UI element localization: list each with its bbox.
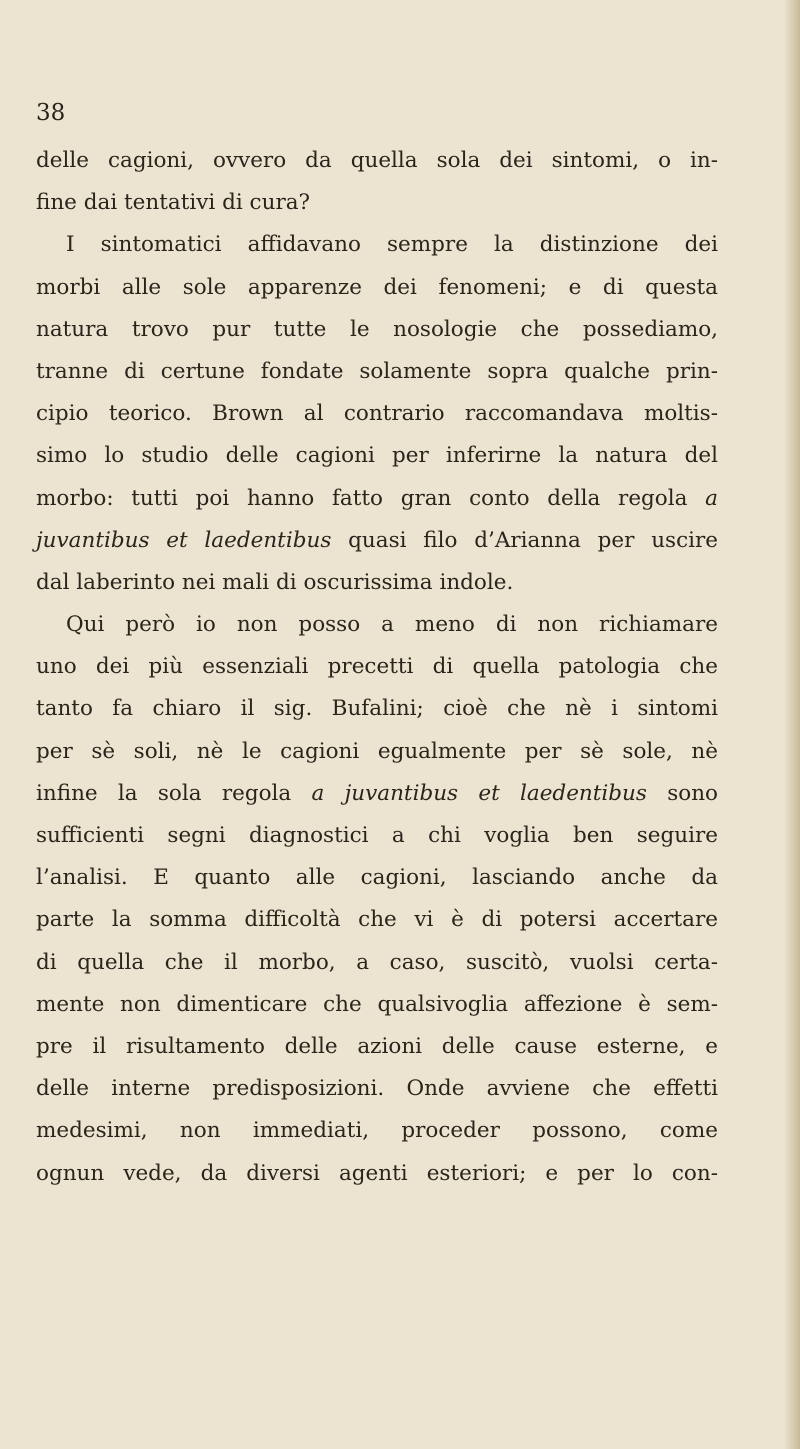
text-run: tanto fa chiaro il sig. Bufalini; cioè che nè i sintomi: [36, 696, 718, 722]
text-line: [36, 1110, 718, 1152]
text-line: [36, 140, 718, 182]
text-line: [36, 309, 718, 351]
text-run: morbi alle sole apparenze dei fenomeni; e di questa: [36, 274, 718, 300]
text-run: medesimi, non immediati, proceder possono, come: [36, 1118, 718, 1144]
text-run: sono: [646, 780, 718, 806]
page-number: 38: [36, 100, 66, 126]
text-line: [36, 224, 718, 266]
text-line: [36, 267, 718, 309]
text-run: morbo: tutti poi hanno fatto gran conto della regola: [36, 485, 706, 511]
text-run: sufficienti segni diagnostici a chi voglia ben seguire: [36, 823, 718, 848]
text-run: ognun vede, da diversi agenti esteriori; e per lo con-: [36, 1160, 718, 1186]
italic-phrase: a: [705, 485, 718, 511]
text-line: [36, 520, 718, 562]
text-run: per sè soli, nè le cagioni egualmente per sè sole, nè: [36, 738, 718, 764]
text-run: dal laberinto nei mali di oscurissima indole.: [36, 569, 514, 595]
text-run: uno dei più essenziali precetti di quella patologia che: [36, 654, 718, 680]
text-run: Qui però io non posso a meno di non richiamare: [66, 612, 718, 638]
text-run: tranne di certune fondate solamente sopra qualche prin-: [36, 358, 718, 384]
text-run: parte la somma difficoltà che vi è di potersi accertare: [36, 907, 718, 933]
text-line: [36, 351, 718, 393]
text-line: [36, 731, 718, 773]
text-line: [36, 1026, 718, 1068]
text-run: l’analisi. E quanto alle cagioni, lasciando anche da: [36, 865, 718, 891]
text-run: di quella che il morbo, a caso, suscitò, vuolsi certa-: [36, 949, 718, 975]
text-run: infine la sola regola: [36, 780, 312, 806]
text-line: [36, 604, 718, 646]
text-line: [36, 857, 718, 899]
text-line: [36, 435, 718, 477]
text-line: [36, 1153, 718, 1195]
text-run: simo lo studio delle cagioni per inferirne la natura del: [36, 443, 718, 469]
text-line: [36, 182, 718, 224]
text-run: delle cagioni, ovvero da quella sola dei sintomi, o in-: [36, 148, 718, 173]
text-run: cipio teorico. Brown al contrario raccomandava moltis-: [36, 401, 718, 427]
text-run: natura trovo pur tutte le nosologie che possediamo,: [36, 316, 718, 342]
body-text: [36, 140, 718, 1195]
text-run: quasi filo d’Arianna per uscire: [331, 527, 718, 553]
page-edge-shadow: [784, 0, 800, 1449]
text-line: [36, 815, 718, 857]
text-line: [36, 646, 718, 688]
text-run: delle interne predisposizioni. Onde avviene che effetti: [36, 1076, 718, 1102]
italic-phrase: a juvantibus et laedentibus: [311, 780, 647, 806]
text-line: [36, 688, 718, 730]
text-line: [36, 478, 718, 520]
text-line: [36, 393, 718, 435]
text-line: [36, 562, 718, 604]
text-line: [36, 899, 718, 941]
text-run: fine dai tentativi di cura?: [36, 190, 311, 216]
text-line: [36, 942, 718, 984]
text-line: [36, 773, 718, 815]
text-run: pre il risultamento delle azioni delle cause esterne, e: [36, 1033, 718, 1059]
italic-phrase: juvantibus et laedentibus: [36, 527, 332, 553]
text-run: I sintomatici affidavano sempre la distinzione dei: [66, 232, 718, 258]
text-line: [36, 1068, 718, 1110]
text-run: mente non dimenticare che qualsivoglia affezione è sem-: [36, 991, 718, 1017]
text-line: [36, 984, 718, 1026]
